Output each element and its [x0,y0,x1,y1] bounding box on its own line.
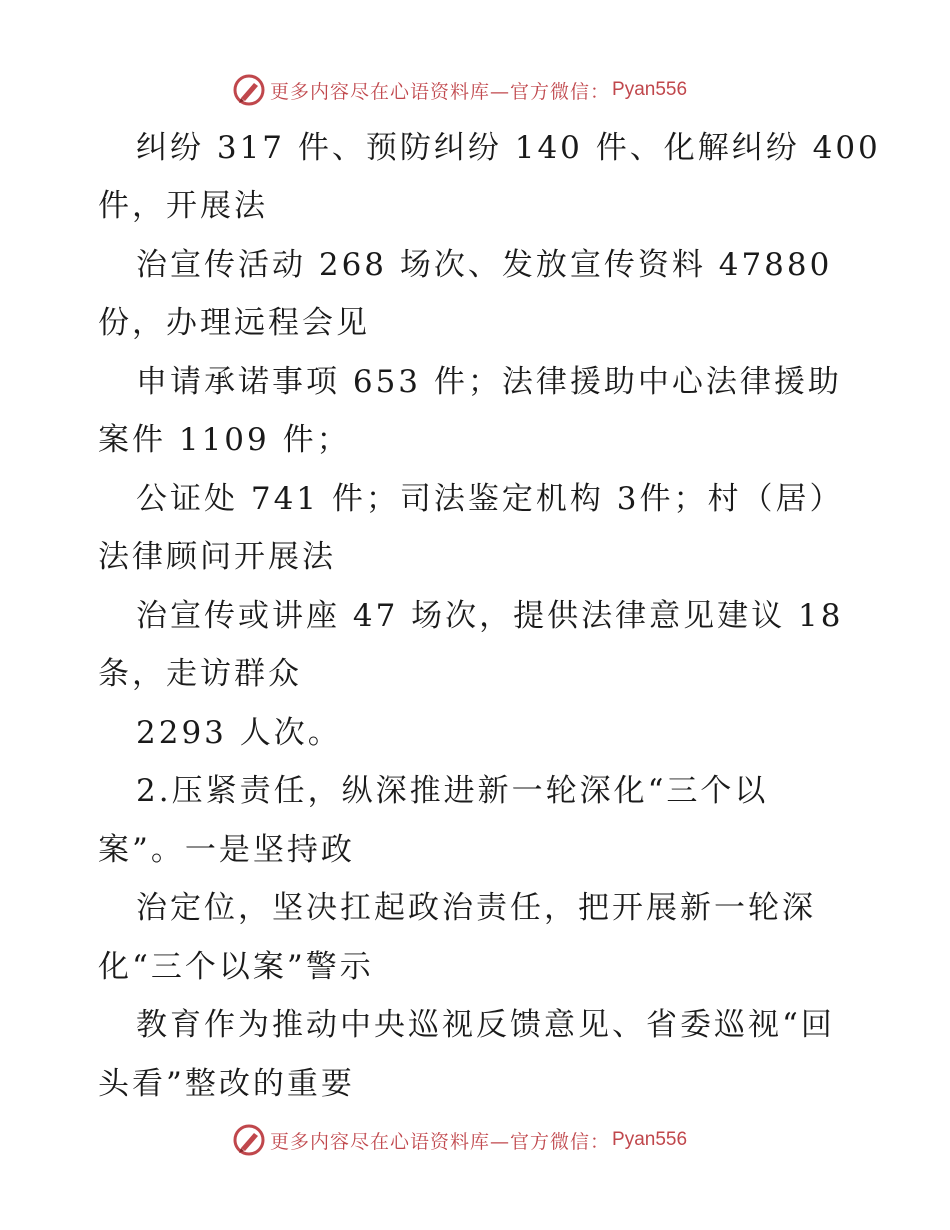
body-line: 案件 1109 件； [98,422,351,458]
body-line: 条，走访群众 [98,656,302,692]
body-line: 2.压紧责任，纵深推进新一轮深化“三个以 [136,773,769,809]
body-line: 治宣传活动 268 场次、发放宣传资料 47880 [136,247,833,283]
body-line: 教育作为推动中央巡视反馈意见、省委巡视“回 [136,1007,835,1043]
body-line: 申请承诺事项 653 件；法律援助中心法律援助 [136,364,842,400]
body-line: 法律顾问开展法 [98,539,336,575]
watermark-wechat-id: Pyan556 [612,79,688,100]
watermark-text: 更多内容尽在心语资料库—官方微信： [270,80,611,103]
body-line: 2293 人次。 [136,715,342,751]
body-line: 件，开展法 [98,188,268,224]
body-line: 头看”整改的重要 [98,1066,355,1102]
body-line: 案”。一是坚持政 [98,832,355,868]
watermark-wechat-id: Pyan556 [612,1129,688,1150]
body-line: 公证处 741 件；司法鉴定机构 3件；村（居） [136,481,844,517]
body-line: 份，办理远程会见 [98,305,370,341]
body-line: 化“三个以案”警示 [98,949,374,985]
body-line: 治定位，坚决扛起政治责任，把开展新一轮深 [136,890,816,926]
body-line: 治宣传或讲座 47 场次，提供法律意见建议 18 [136,598,844,634]
watermark-text: 更多内容尽在心语资料库—官方微信： [270,1130,611,1153]
footer-watermark [232,1122,687,1158]
body-line: 纠纷 317 件、预防纠纷 140 件、化解纠纷 400 [136,130,881,166]
pen-logo-icon [232,1123,266,1157]
